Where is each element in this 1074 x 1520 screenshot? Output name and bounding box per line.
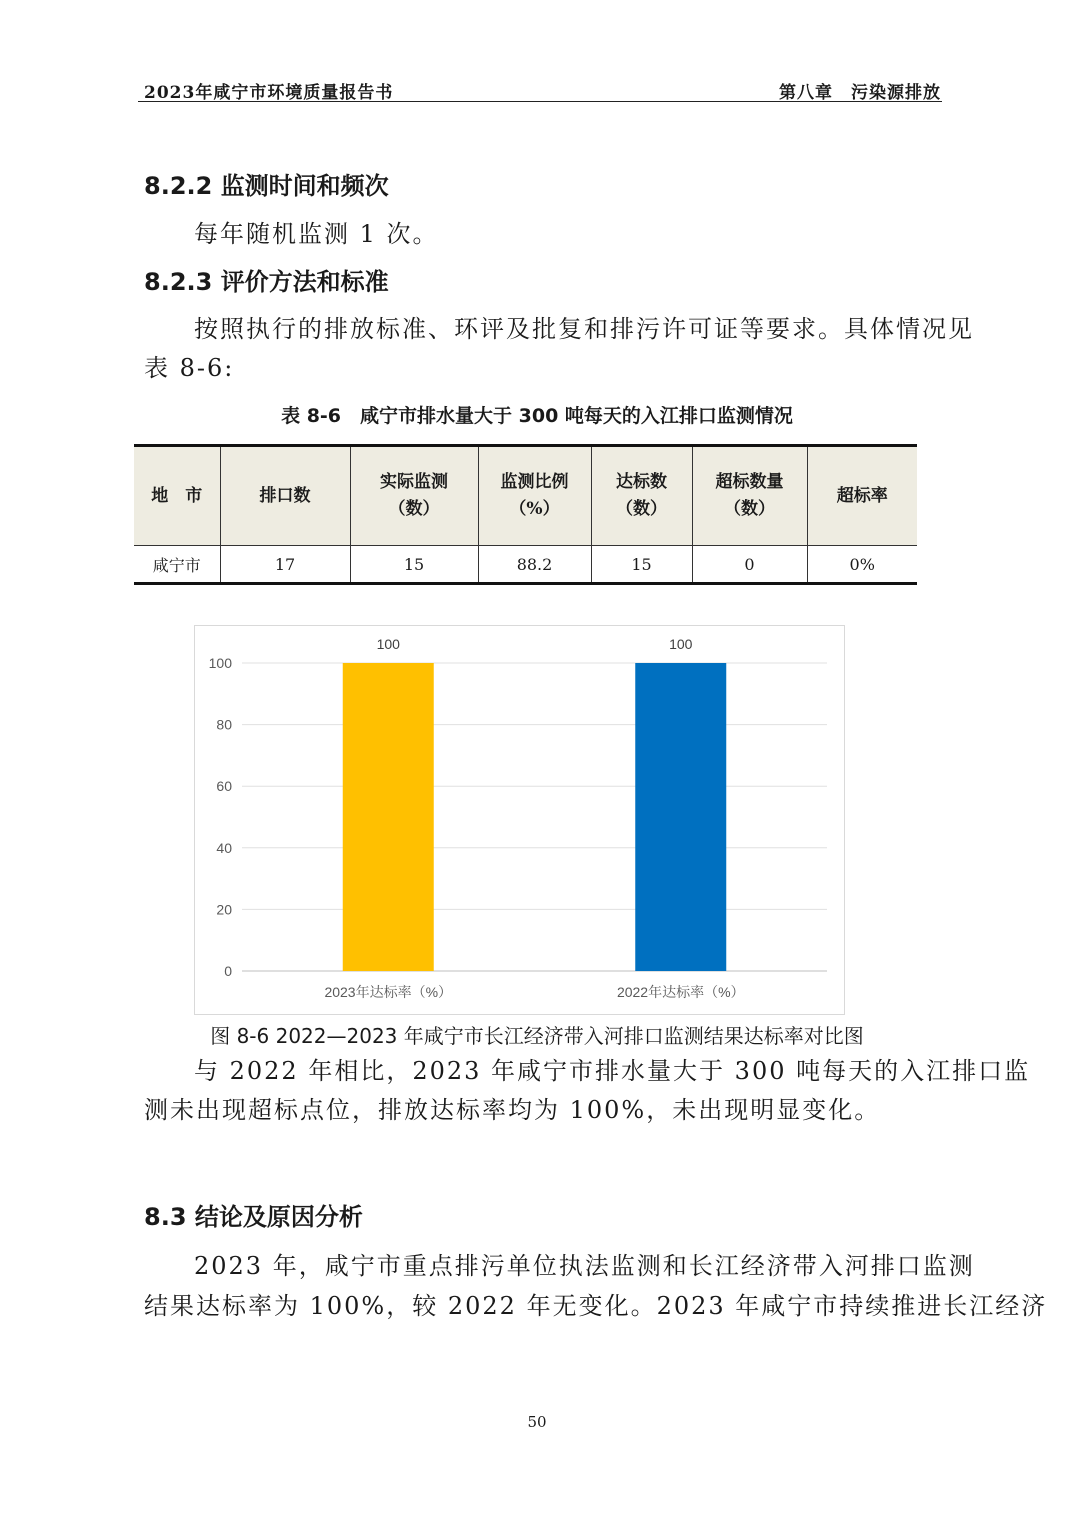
paragraph-evaluation-line1: 按照执行的排放标准、环评及批复和排污许可证等要求。具体情况见 (194, 315, 974, 343)
table-cell: 88.2 (478, 546, 591, 584)
table-header-monitor-ratio: 监测比例 （%） (478, 446, 591, 546)
compliance-rate-chart (194, 625, 845, 1015)
table-header-outlet-count: 排口数 (220, 446, 350, 546)
x-tick-label: 2023年达标率（%） (324, 984, 453, 1000)
heading-8-3: 8.3 结论及原因分析 (144, 1203, 363, 1231)
table-cell: 咸宁市 (134, 546, 220, 584)
chart-canvas (195, 626, 844, 1014)
paragraph-evaluation-line2: 表 8-6: (144, 354, 235, 382)
y-tick-label: 80 (216, 716, 232, 733)
table-header-row (134, 446, 917, 546)
data-label: 100 (669, 636, 693, 652)
table-row (134, 546, 917, 584)
table-cell: 15 (350, 546, 478, 584)
paragraph-comparison-line1: 与 2022 年相比，2023 年咸宁市排水量大于 300 吨每天的入江排口监 (194, 1057, 1031, 1085)
header-report-title: 2023年咸宁市环境质量报告书 (144, 83, 394, 103)
table-header-compliant: 达标数 （数） (591, 446, 692, 546)
paragraph-conclusion-line1: 2023 年，咸宁市重点排污单位执法监测和长江经济带入河排口监测 (194, 1252, 975, 1280)
data-label: 100 (376, 636, 400, 652)
x-tick-label: 2022年达标率（%） (616, 984, 745, 1000)
header-rule (138, 101, 942, 102)
y-tick-label: 100 (208, 655, 232, 671)
bar (635, 663, 726, 971)
table-cell: 0 (692, 546, 807, 584)
table-cell: 0% (807, 546, 917, 584)
table-header-exceed-rate: 超标率 (807, 446, 917, 546)
table-header-monitored: 实际监测 （数） (350, 446, 478, 546)
heading-8-2-3: 8.2.3 评价方法和标准 (144, 268, 389, 296)
table-header-city: 地 市 (134, 446, 220, 546)
table-cell: 15 (591, 546, 692, 584)
paragraph-comparison-line2: 测未出现超标点位，排放达标率均为 100%，未出现明显变化。 (144, 1096, 881, 1124)
table-caption: 表 8-6 咸宁市排水量大于 300 吨每天的入江排口监测情况 (281, 405, 793, 427)
y-tick-label: 40 (216, 839, 232, 856)
page-number: 50 (527, 1413, 547, 1431)
header-chapter-title: 第八章 污染源排放 (779, 83, 941, 103)
table-cell: 17 (220, 546, 350, 584)
table-header-exceeding: 超标数量 （数） (692, 446, 807, 546)
bar (343, 663, 434, 971)
paragraph-conclusion-line2: 结果达标率为 100%，较 2022 年无变化。2023 年咸宁市持续推进长江经济 (144, 1292, 1048, 1320)
y-tick-label: 0 (224, 963, 232, 979)
y-tick-label: 60 (216, 778, 232, 795)
outlet-monitoring-table (134, 444, 917, 585)
y-tick-label: 20 (216, 901, 232, 918)
paragraph-monitor-frequency: 每年随机监测 1 次。 (194, 220, 439, 248)
heading-8-2-2: 8.2.2 监测时间和频次 (144, 172, 389, 200)
figure-caption: 图 8-6 2022—2023 年咸宁市长江经济带入河排口监测结果达标率对比图 (210, 1024, 864, 1048)
